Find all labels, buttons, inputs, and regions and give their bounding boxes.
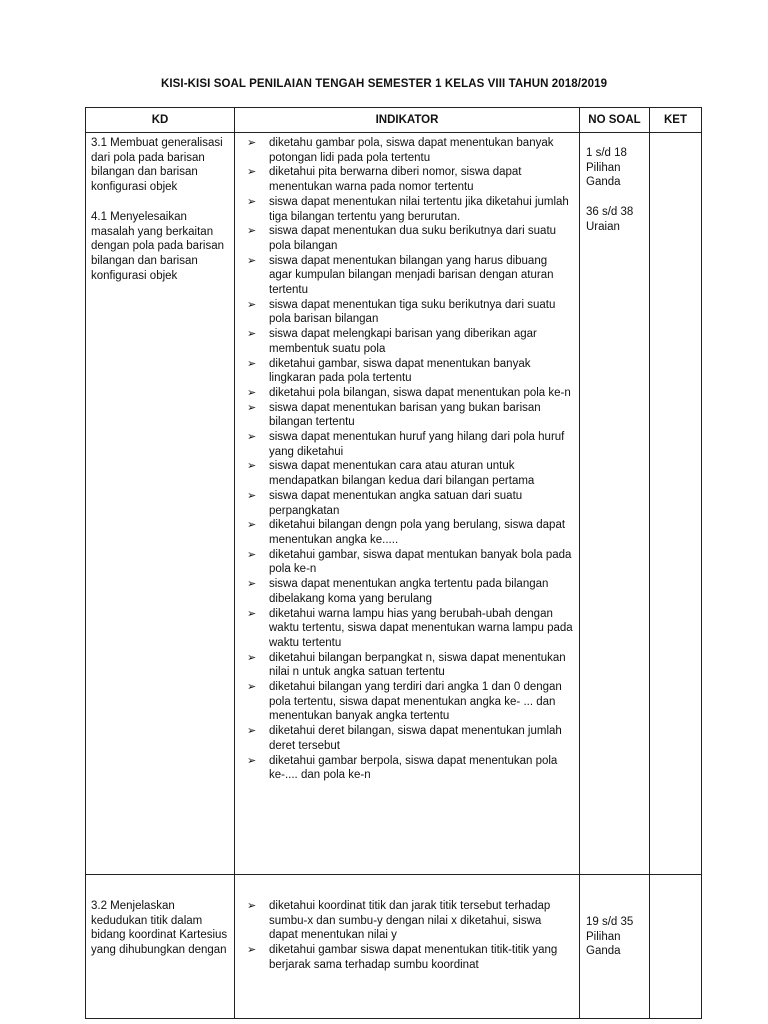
indikator-text: siswa dapat menentukan angka satuan dari suatu perpangkatan: [269, 489, 523, 517]
indikator-text: diketahui pita berwarna diberi nomor, siswa dapat menentukan warna pada nomor tertentu: [269, 166, 522, 194]
indikator-item: [239, 518, 573, 547]
indikator-text: siswa dapat menentukan dua suku berikutnya dari suatu pola bilangan: [269, 225, 557, 252]
indikator-item: [239, 459, 573, 488]
kd-text: 3.1 Membuat generalisasi dari pola pada barisan bilangan dan barisan konfigurasi objek: [91, 137, 223, 194]
indikator-list: [239, 136, 573, 783]
header-no-soal: NO SOAL: [580, 108, 650, 133]
indikator-text: diketahui warna lampu hias yang berubah-ubah dengan waktu tertentu, siswa dapat menentukan warna lampu pada waktu tertentu: [269, 607, 573, 649]
indikator-item: [239, 548, 573, 577]
arrowhead-bullet-icon: ➢: [247, 357, 257, 370]
no-soal-cell: [580, 133, 650, 875]
header-ket: KET: [650, 108, 702, 133]
arrowhead-bullet-icon: ➢: [247, 137, 257, 149]
arrowhead-bullet-icon: ➢: [247, 607, 257, 620]
arrowhead-bullet-icon: ➢: [247, 489, 257, 502]
indikator-text: diketahui koordinat titik dan jarak titik tersebut terhadap sumbu-x dan sumbu-y dengan nilai x diketahui, siswa dapat menentukan nilai y: [269, 900, 551, 942]
no-soal-type: Uraian: [586, 220, 620, 233]
no-soal-range: 36 s/d 38: [586, 206, 634, 219]
indikator-item: [239, 327, 573, 356]
kd-text: 4.1 Menyelesaikan masalah yang berkaitan dengan pola pada barisan bilangan dan barisan konfigurasi objek: [91, 210, 225, 282]
indikator-text: siswa dapat menentukan nilai tertentu jika diketahui jumlah tiga bilangan tertentu yang berurutan.: [269, 195, 569, 223]
indikator-item: [239, 754, 573, 783]
arrowhead-bullet-icon: ➢: [247, 681, 257, 694]
ket-cell: [650, 133, 702, 875]
indikator-list: [239, 899, 573, 973]
no-soal-range: 19 s/d 35: [586, 916, 634, 928]
header-kd: KD: [86, 108, 235, 133]
no-soal-type: Pilihan Ganda: [586, 161, 621, 189]
indikator-item: [239, 298, 573, 327]
indikator-item: [239, 224, 573, 253]
arrowhead-bullet-icon: ➢: [247, 548, 257, 561]
indikator-item: [239, 607, 573, 651]
arrowhead-bullet-icon: ➢: [247, 195, 257, 208]
arrowhead-bullet-icon: ➢: [247, 166, 257, 179]
table-row: [86, 875, 702, 1019]
indikator-text: diketahui gambar berpola, siswa dapat menentukan pola ke-.... dan pola ke-n: [269, 754, 558, 782]
table-row: [86, 133, 702, 875]
indikator-text: diketahui gambar, siswa dapat mentukan banyak bola pada pola ke-n: [269, 548, 572, 576]
arrowhead-bullet-icon: ➢: [247, 328, 257, 341]
indikator-cell: [235, 133, 580, 875]
arrowhead-bullet-icon: ➢: [247, 225, 257, 238]
indikator-text: siswa dapat menentukan angka tertentu pada bilangan dibelakang koma yang berulang: [269, 578, 549, 605]
indikator-text: diketahui pola bilangan, siswa dapat menentukan pola ke-n: [269, 386, 571, 399]
indikator-item: [239, 680, 573, 724]
indikator-item: [239, 724, 573, 753]
indikator-text: diketahui bilangan yang terdiri dari angka 1 dan 0 dengan pola tertentu, siswa dapat menentukan angka ke- ... dan menentukan banyak angka tertentu: [269, 681, 562, 723]
arrowhead-bullet-icon: ➢: [247, 431, 257, 444]
arrowhead-bullet-icon: ➢: [247, 460, 257, 473]
arrowhead-bullet-icon: ➢: [247, 578, 257, 591]
no-soal-cell: [580, 875, 650, 1019]
indikator-text: siswa dapat menentukan barisan yang bukan barisan bilangan tertentu: [269, 401, 541, 429]
indikator-text: siswa dapat melengkapi barisan yang diberikan agar membentuk suatu pola: [269, 328, 537, 355]
no-soal-range: 1 s/d 18: [586, 147, 627, 159]
arrowhead-bullet-icon: ➢: [247, 386, 257, 399]
indikator-item: [239, 899, 573, 943]
indikator-item: [239, 136, 573, 165]
indikator-text: siswa dapat menentukan cara atau aturan untuk mendapatkan bilangan kedua dari bilangan pertama: [269, 460, 535, 488]
header-indikator: INDIKATOR: [235, 108, 580, 133]
indikator-text: diketahui bilangan berpangkat n, siswa dapat menentukan nilai n untuk angka satuan tertentu: [269, 651, 566, 679]
no-soal-type: Pilihan Ganda: [586, 930, 621, 958]
indikator-item: [239, 651, 573, 680]
table-header-row: [86, 108, 702, 133]
indikator-cell: [235, 875, 580, 1019]
indikator-item: [239, 386, 573, 401]
arrowhead-bullet-icon: ➢: [247, 298, 257, 311]
indikator-item: [239, 254, 573, 298]
indikator-text: diketahui gambar, siswa dapat menentukan banyak lingkaran pada pola tertentu: [269, 357, 531, 385]
indikator-text: diketahui gambar siswa dapat menentukan titik-titik yang berjarak sama terhadap sumbu koordinat: [269, 944, 558, 971]
indikator-text: diketahu gambar pola, siswa dapat menentukan banyak potongan lidi pada pola tertentu: [269, 137, 554, 164]
arrowhead-bullet-icon: ➢: [247, 401, 257, 414]
kd-text: 3.2 Menjelaskan kedudukan titik dalam bidang koordinat Kartesius yang dihubungkan dengan: [91, 900, 228, 957]
kd-cell: [86, 875, 235, 1019]
kisi-kisi-table: [85, 107, 702, 1019]
indikator-item: [239, 401, 573, 430]
arrowhead-bullet-icon: ➢: [247, 254, 257, 267]
document-title: KISI-KISI SOAL PENILAIAN TENGAH SEMESTER 1 KELAS VIII TAHUN 2018/2019: [160, 78, 608, 90]
arrowhead-bullet-icon: ➢: [247, 754, 257, 767]
indikator-text: diketahui bilangan dengn pola yang berulang, siswa dapat menentukan angka ke.....: [269, 519, 566, 546]
indikator-item: [239, 357, 573, 386]
indikator-item: [239, 577, 573, 606]
indikator-item: [239, 430, 573, 459]
indikator-item: [239, 489, 573, 518]
arrowhead-bullet-icon: ➢: [247, 944, 257, 957]
kd-cell: [86, 133, 235, 875]
arrowhead-bullet-icon: ➢: [247, 900, 257, 912]
arrowhead-bullet-icon: ➢: [247, 725, 257, 738]
indikator-text: diketahui deret bilangan, siswa dapat menentukan jumlah deret tersebut: [269, 725, 562, 752]
indikator-text: siswa dapat menentukan tiga suku berikutnya dari suatu pola barisan bilangan: [269, 298, 556, 326]
ket-cell: [650, 875, 702, 1019]
indikator-item: [239, 165, 573, 194]
indikator-item: [239, 195, 573, 224]
arrowhead-bullet-icon: ➢: [247, 651, 257, 664]
indikator-text: siswa dapat menentukan huruf yang hilang dari pola huruf yang diketahui: [269, 431, 565, 458]
arrowhead-bullet-icon: ➢: [247, 519, 257, 532]
indikator-item: [239, 943, 573, 972]
indikator-text: siswa dapat menentukan bilangan yang harus dibuang agar kumpulan bilangan menjadi barisan dengan aturan tertentu: [269, 254, 554, 297]
